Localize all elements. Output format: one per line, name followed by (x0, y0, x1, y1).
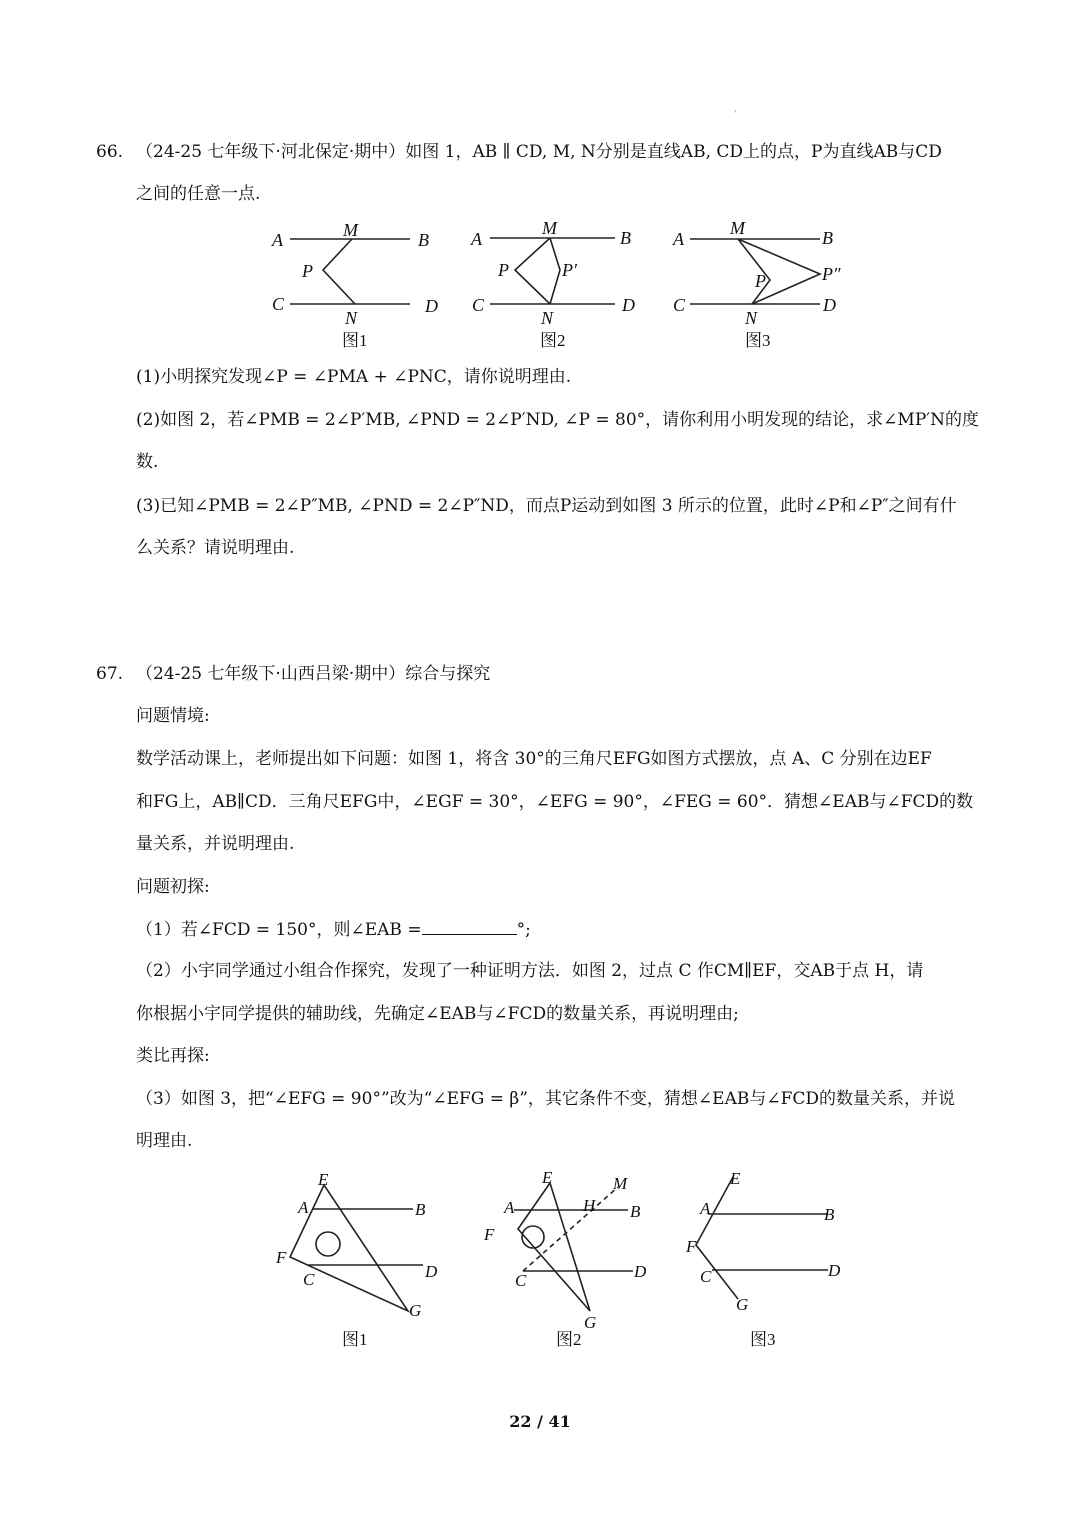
label-b: B (824, 1205, 835, 1224)
question-stem-cont: 之间的任意一点. (136, 184, 261, 204)
caption-fig2: 图2 (556, 1330, 582, 1349)
part-3-cont: 么关系？请说明理由. (136, 538, 295, 558)
context-line-1: 数学活动课上，老师提出如下问题：如图 1，将含 30°的三角尺EFG如图方式摆放，点 A、C 分别在边EF (136, 749, 932, 769)
question-number: 66. (96, 142, 124, 162)
label-g: G (584, 1313, 597, 1332)
label-a: A (700, 1199, 711, 1218)
q67-figures (268, 1165, 868, 1355)
label-m: M (343, 220, 358, 240)
caption-fig3: 图3 (745, 331, 771, 350)
part-2-cont: 你根据小宇同学提供的辅助线，先确定∠EAB与∠FCD的数量关系，再说明理由; (136, 1004, 739, 1024)
label-b: B (418, 230, 429, 250)
question-stem: （24-25 七年级下·山西吕梁·期中）综合与探究 (136, 664, 491, 684)
caption-fig2: 图2 (540, 331, 566, 350)
path-mp2n (738, 239, 820, 304)
label-p: P (755, 271, 766, 291)
label-a: A (471, 229, 482, 249)
label-n: N (541, 308, 554, 328)
header-mark: ' (734, 110, 737, 120)
q66-figures (260, 212, 850, 352)
label-d: D (622, 295, 635, 315)
part-1: (1)小明探究发现∠P = ∠PMA + ∠PNC，请你说明理由. (136, 367, 572, 387)
label-d: D (425, 296, 438, 316)
part-3: （3）如图 3，把“∠EFG = 90°”改为“∠EFG = β”，其它条件不变，猜想∠EAB与∠FCD的数量关系，并说 (136, 1089, 956, 1109)
part-3: (3)已知∠PMB = 2∠P″MB, ∠PND = 2∠P″ND，而点P运动到如图 3 所示的位置，此时∠P和∠P″之间有什 (136, 496, 957, 516)
path-mpn (323, 239, 355, 304)
caption-fig3: 图3 (750, 1330, 776, 1349)
label-a: A (272, 230, 283, 250)
part-2-cont: 数. (136, 452, 159, 472)
path-mpn (515, 238, 550, 304)
part-1 (136, 918, 531, 941)
label-a: A (673, 229, 684, 249)
label-e: E (318, 1170, 329, 1189)
label-a: A (298, 1198, 309, 1217)
label-b: B (630, 1202, 641, 1221)
caption-fig1: 图1 (342, 331, 368, 350)
label-c: C (700, 1267, 712, 1286)
label-m: M (542, 218, 557, 238)
label-d: D (634, 1262, 647, 1281)
label-f: F (686, 1237, 697, 1256)
caption-fig1: 图1 (342, 1330, 368, 1349)
label-h: H (583, 1196, 596, 1215)
label-p: P (302, 261, 313, 281)
question-stem: （24-25 七年级下·河北保定·期中）如图 1，AB ∥ CD, M, N分别是直线AB, CD上的点，P为直线AB与CD (136, 142, 942, 162)
answer-blank[interactable] (422, 918, 517, 935)
page-number: 22 / 41 (509, 1412, 571, 1431)
label-c: C (673, 295, 686, 315)
label-m: M (613, 1174, 628, 1193)
label-c: C (303, 1270, 315, 1289)
part-1-text: （1）若∠FCD = 150°，则∠EAB = (136, 920, 422, 940)
context-line-3: 量关系，并说明理由. (136, 834, 295, 854)
label-p-double: P″ (822, 264, 841, 284)
part-2: （2）小宇同学通过小组合作探究，发现了一种证明方法．如图 2，过点 C 作CM∥EF，交AB于点 H，请 (136, 961, 924, 981)
triangle-hole (316, 1232, 340, 1256)
label-b: B (415, 1200, 426, 1219)
heading-analogy: 类比再探: (136, 1046, 210, 1066)
label-m: M (730, 218, 745, 238)
label-p: P (498, 260, 509, 280)
part-3-cont: 明理由. (136, 1131, 193, 1151)
label-e: E (542, 1168, 553, 1187)
label-g: G (409, 1301, 422, 1320)
question-number: 67. (96, 664, 124, 684)
label-d: D (823, 295, 836, 315)
part-1-unit: °; (516, 920, 531, 940)
label-g: G (736, 1295, 749, 1314)
label-c: C (515, 1271, 527, 1290)
label-b: B (822, 228, 833, 248)
label-n: N (745, 308, 758, 328)
heading-initial: 问题初探: (136, 877, 210, 897)
label-f: F (276, 1248, 287, 1267)
label-b: B (620, 228, 631, 248)
label-d: D (828, 1261, 841, 1280)
label-f: F (484, 1225, 495, 1244)
label-c: C (472, 295, 485, 315)
label-n: N (345, 308, 358, 328)
part-2: (2)如图 2，若∠PMB = 2∠P′MB, ∠PND = 2∠P′ND, ∠P = 80°，请你利用小明发现的结论，求∠MP′N的度 (136, 410, 979, 430)
line-cm-dashed (523, 1187, 618, 1271)
label-p-prime: P′ (562, 260, 577, 280)
label-d: D (425, 1262, 438, 1281)
heading-context: 问题情境: (136, 706, 210, 726)
path-mp1n (550, 238, 560, 304)
label-e: E (730, 1169, 741, 1188)
label-c: C (272, 294, 285, 314)
context-line-2: 和FG上，AB∥CD．三角尺EFG中，∠EGF = 30°，∠EFG = 90°，∠FEG = 60°．猜想∠EAB与∠FCD的数 (136, 792, 974, 812)
label-a: A (504, 1198, 515, 1217)
